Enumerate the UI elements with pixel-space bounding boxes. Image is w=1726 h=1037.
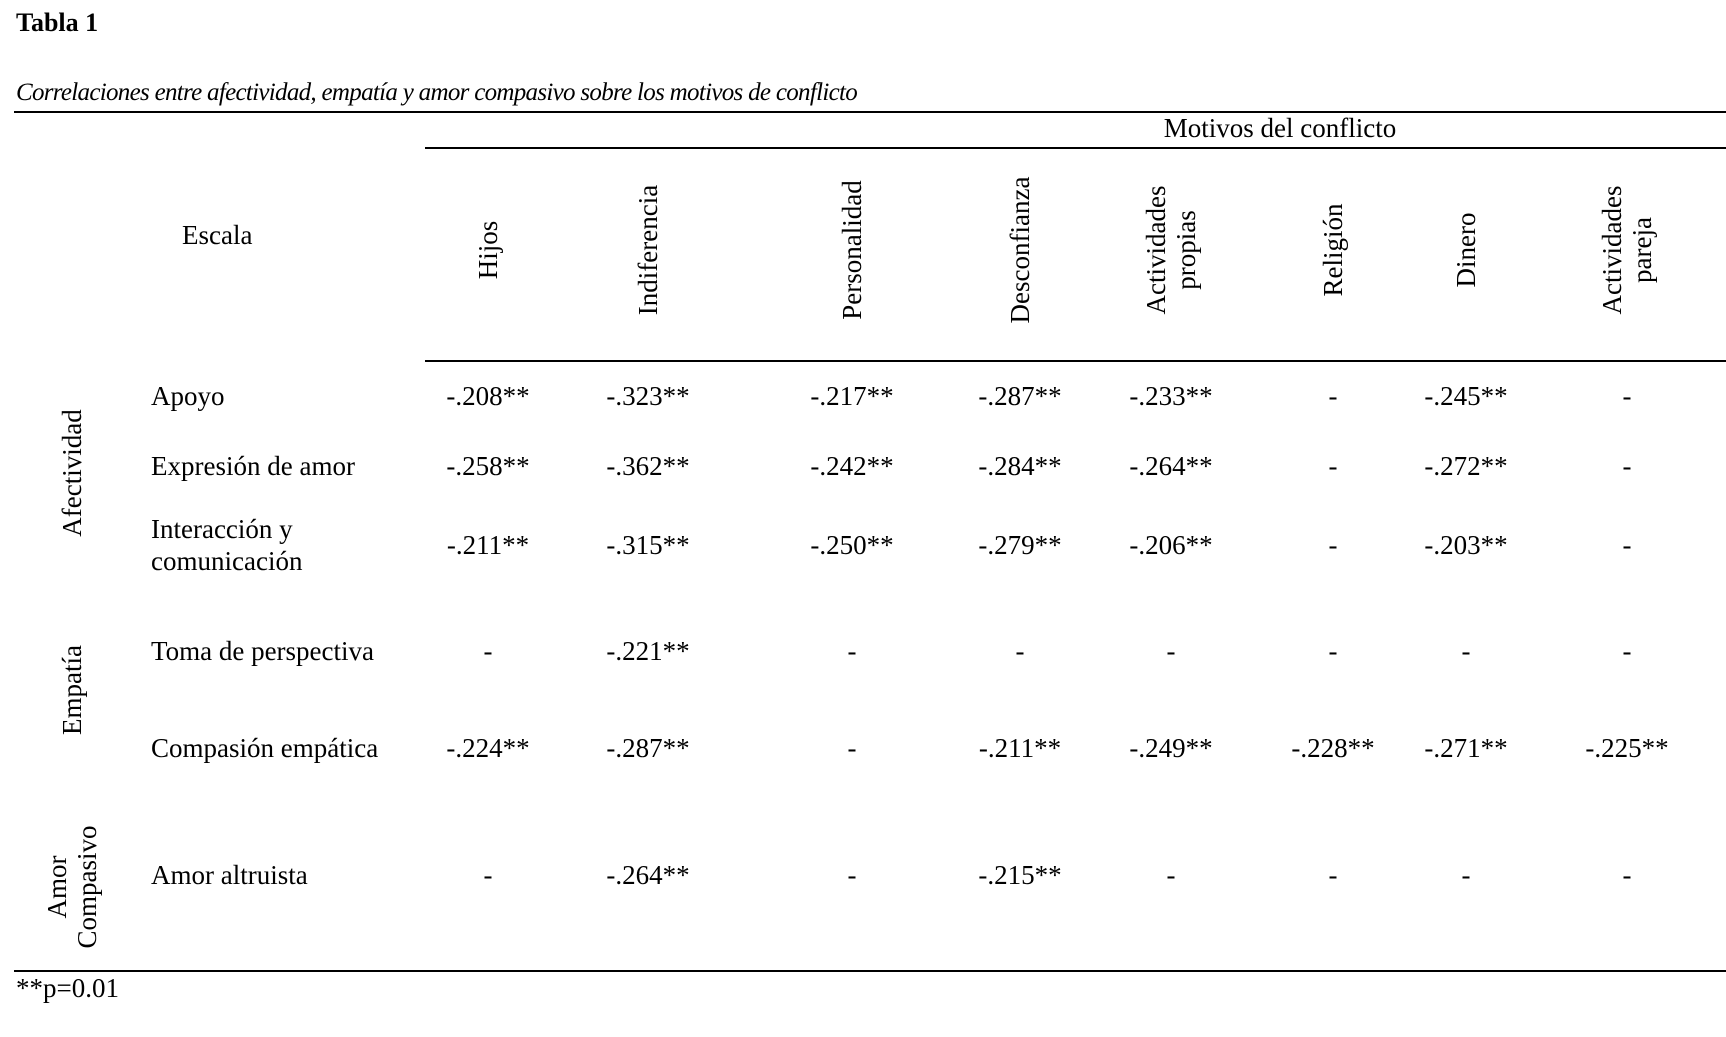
table-cell: -.287** [978,381,1062,411]
table-cell: -.242** [810,451,894,481]
header-bottom-rule [425,360,1726,362]
table-cell: - [1015,636,1025,666]
column-header-line: Indiferencia [633,184,663,316]
table-cell: - [483,860,493,890]
table-cell: - [1328,381,1338,411]
table-cell: - [1622,451,1632,481]
table-cell: - [1622,636,1632,666]
table-cell: -.323** [606,381,690,411]
table-cell: - [1622,381,1632,411]
column-header-line: Actividades [1597,185,1627,315]
row-label [151,380,225,412]
column-header [1131,80,1211,420]
row-label-line: Expresión de amor [151,451,355,481]
row-label [151,732,378,764]
column-header-line: pareja [1627,217,1657,283]
column-header-line: Personalidad [837,180,867,320]
table-caption: Correlaciones entre afectividad, empatía y amor compasivo sobre los motivos de conflicto [16,79,858,106]
row-group-label-line: Compasivo [72,825,102,949]
table-cell: -.249** [1129,733,1213,763]
row-label [151,859,308,891]
table-cell: - [847,636,857,666]
table-cell: - [1166,860,1176,890]
table-cell: -.211** [978,733,1062,763]
table-cell: - [1461,860,1471,890]
column-header-line: propias [1171,210,1201,290]
table-cell: - [1328,530,1338,560]
table-cell: - [1461,636,1471,666]
table-cell: -.233** [1129,381,1213,411]
table-cell: -.215** [978,860,1062,890]
table-cell: -.287** [606,733,690,763]
group-header: Motivos del conflicto [1163,113,1397,143]
row-label-line: Interacción y [151,514,293,544]
row-label-line: Apoyo [151,381,225,411]
table-cell: -.203** [1424,530,1508,560]
row-label [151,450,355,482]
table-cell: - [1328,860,1338,890]
table-cell: -.228** [1291,733,1375,763]
table-cell: - [1328,451,1338,481]
column-header-line: Hijos [473,220,503,280]
column-header [980,80,1060,420]
column-header-line: Dinero [1451,212,1481,288]
column-header [1587,80,1667,420]
table-cell: -.264** [606,860,690,890]
row-label-line: Compasión empática [151,733,379,763]
column-header-line: Desconfianza [1005,176,1035,324]
table-cell: -.264** [1129,451,1213,481]
table-cell: - [1328,636,1338,666]
table-cell: -.245** [1424,381,1508,411]
table-cell: - [483,636,493,666]
column-header-line: Religión [1318,203,1348,297]
table-cell: -.208** [446,381,530,411]
table-cell: -.250** [810,530,894,560]
footnote: **p=0.01 [16,973,119,1003]
column-header [812,80,892,420]
table-cell: - [1622,530,1632,560]
row-group-label-line: Empatía [57,645,87,735]
table-cell: - [1166,636,1176,666]
table-cell: -.217** [810,381,894,411]
bottom-rule [14,970,1726,972]
table-cell: -.224** [446,733,530,763]
column-header [608,80,688,420]
table-cell: -.258** [446,451,530,481]
table-cell: -.272** [1424,451,1508,481]
table-cell: -.211** [446,530,530,560]
table-cell: -.206** [1129,530,1213,560]
table-cell: -.271** [1424,733,1508,763]
table-cell: -.315** [606,530,690,560]
scale-header: Escala [182,220,253,250]
table-cell: - [847,733,857,763]
column-header [1426,80,1506,420]
row-group-label-line: Amor [42,855,72,919]
table-cell: -.362** [606,451,690,481]
column-header-line: Actividades [1141,185,1171,315]
table-cell: - [1622,860,1632,890]
row-label-line: Toma de perspectiva [151,636,375,666]
column-header [448,80,528,420]
row-label [151,513,302,577]
column-header [1293,80,1373,420]
table-cell: -.221** [606,636,690,666]
table-cell: -.279** [978,530,1062,560]
row-label-line: comunicación [151,546,303,576]
table-cell: -.225** [1585,733,1669,763]
table-cell: - [847,860,857,890]
row-group-label-line: Afectividad [57,409,87,537]
table-title: Tabla 1 [16,8,99,37]
table-cell: -.284** [978,451,1062,481]
row-label-line: Amor altruista [151,860,308,890]
row-label [151,635,374,667]
